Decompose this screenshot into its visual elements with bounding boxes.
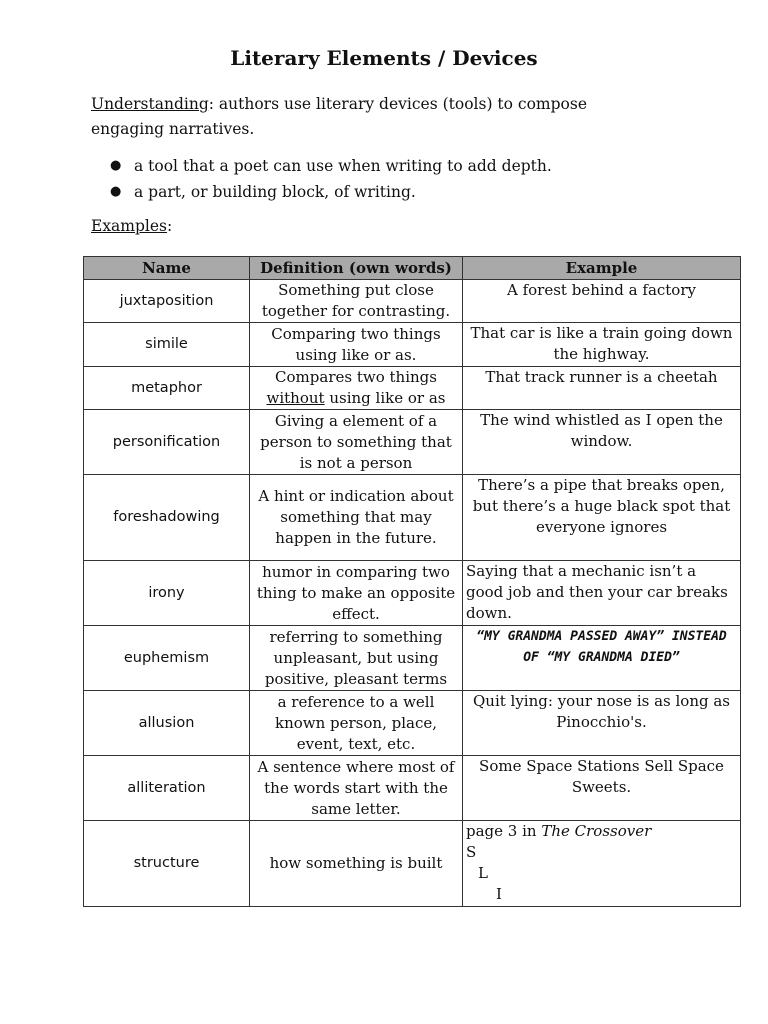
definition-part: Compares two things <box>275 368 437 386</box>
row-definition: A hint or indication about something that may happen in the future. <box>250 475 463 561</box>
bullet-item: ● a part, or building block, of writing. <box>110 179 552 205</box>
header-example: Example <box>463 257 741 280</box>
row-name: juxtaposition <box>84 280 250 323</box>
literary-devices-table <box>83 256 741 907</box>
page-title: Literary Elements / Devices <box>230 46 538 70</box>
table-row <box>84 280 741 323</box>
row-definition <box>250 367 463 410</box>
bullet-list <box>110 153 552 205</box>
table-row <box>84 475 741 561</box>
definition-part: using like or as <box>324 389 446 407</box>
definition-underlined: without <box>266 389 325 407</box>
understanding-text-2: engaging narratives. <box>91 120 255 138</box>
row-definition: A sentence where most of the words start with the same letter. <box>250 756 463 821</box>
examples-label <box>91 217 172 235</box>
structure-letter: S <box>466 843 477 861</box>
row-name: metaphor <box>84 367 250 410</box>
row-example: Quit lying: your nose is as long as Pinocchio's. <box>463 691 741 756</box>
row-definition: how something is built <box>250 821 463 907</box>
table-row <box>84 691 741 756</box>
row-definition: humor in comparing two thing to make an opposite effect. <box>250 561 463 626</box>
understanding-paragraph <box>91 92 651 142</box>
row-definition: Giving a element of a person to something that is not a person <box>250 410 463 475</box>
structure-letter: I <box>496 885 502 903</box>
structure-prefix: page 3 in <box>466 822 542 840</box>
header-name: Name <box>84 257 250 280</box>
row-definition: Something put close together for contrasting. <box>250 280 463 323</box>
row-definition: referring to something unpleasant, but using positive, pleasant terms <box>250 626 463 691</box>
table-row <box>84 756 741 821</box>
understanding-label: Understanding <box>91 95 209 113</box>
row-example: The wind whistled as I open the window. <box>463 410 741 475</box>
row-example: Some Space Stations Sell Space Sweets. <box>463 756 741 821</box>
table-row <box>84 323 741 367</box>
table-row <box>84 626 741 691</box>
table-header-row <box>84 257 741 280</box>
row-name: euphemism <box>84 626 250 691</box>
table-row <box>84 410 741 475</box>
table-row <box>84 367 741 410</box>
header-definition: Definition (own words) <box>250 257 463 280</box>
row-example: That track runner is a cheetah <box>463 367 741 410</box>
book-title: The Crossover <box>541 822 652 840</box>
row-example: That car is like a train going down the highway. <box>463 323 741 367</box>
row-name: irony <box>84 561 250 626</box>
row-example: Saying that a mechanic isn’t a good job and then your car breaks down. <box>463 561 741 626</box>
row-name: structure <box>84 821 250 907</box>
row-name: simile <box>84 323 250 367</box>
row-example <box>463 821 741 907</box>
understanding-text: : authors use literary devices (tools) to compose <box>208 95 588 113</box>
examples-label-text: Examples <box>91 217 168 235</box>
row-name: personification <box>84 410 250 475</box>
structure-example-line <box>466 821 737 842</box>
row-example: There’s a pipe that breaks open, but there’s a huge black spot that everyone ignores <box>463 475 741 561</box>
structure-letter: L <box>478 864 488 882</box>
row-definition: Comparing two things using like or as. <box>250 323 463 367</box>
row-name: alliteration <box>84 756 250 821</box>
table-row <box>84 561 741 626</box>
row-example: A forest behind a factory <box>463 280 741 323</box>
table-row <box>84 821 741 907</box>
row-definition: a reference to a well known person, place, event, text, etc. <box>250 691 463 756</box>
bullet-item: ● a tool that a poet can use when writing to add depth. <box>110 153 552 179</box>
row-name: foreshadowing <box>84 475 250 561</box>
row-name: allusion <box>84 691 250 756</box>
row-example-handwritten: “MY GRANDMA PASSED AWAY” INSTEAD OF “MY GRANDMA DIED” <box>463 626 741 691</box>
examples-colon: : <box>167 217 173 235</box>
